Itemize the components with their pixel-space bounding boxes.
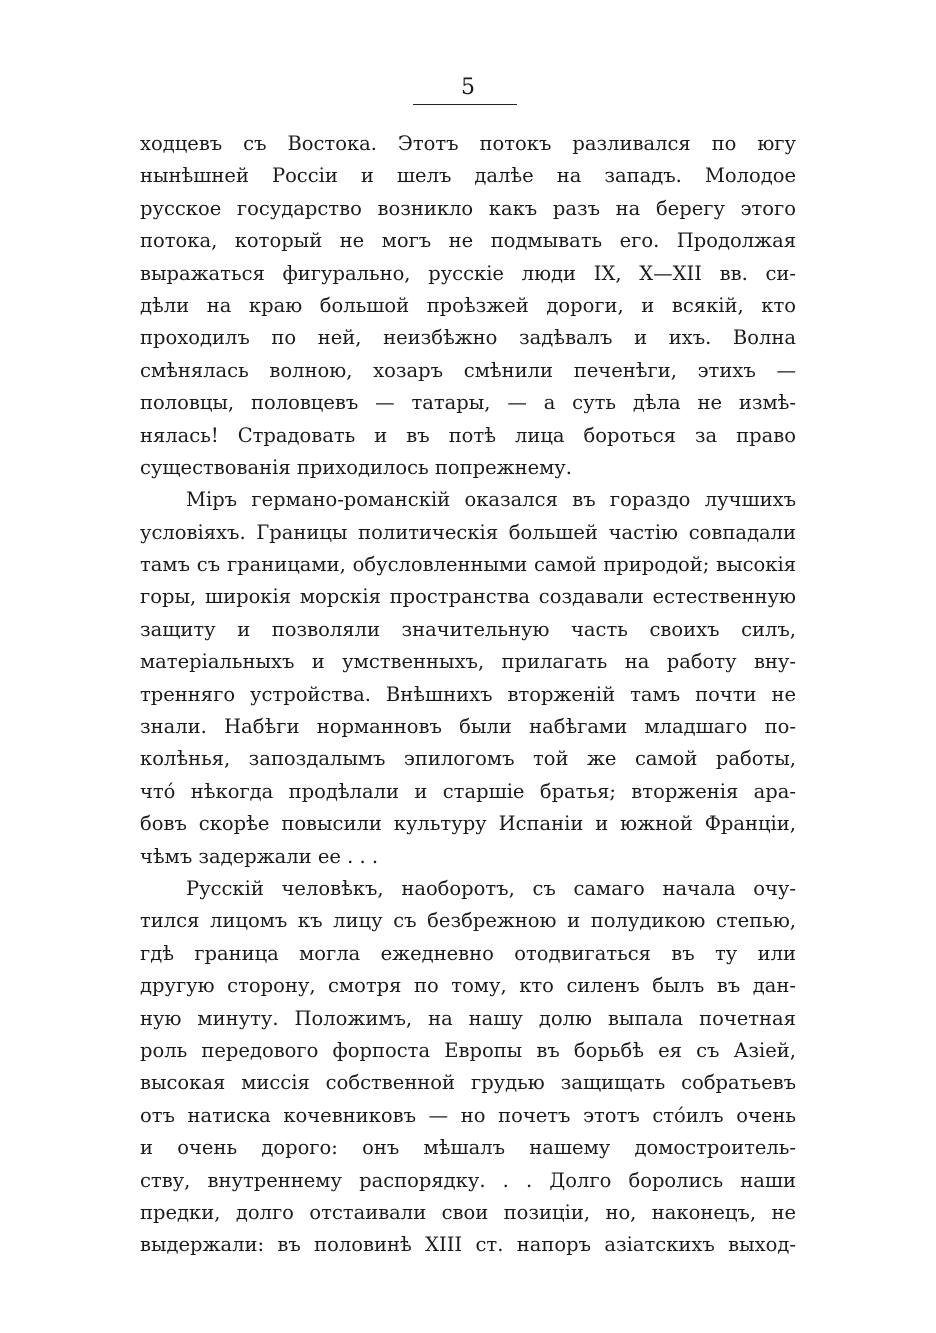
text-line: Русскій человѣкъ, наоборотъ, съ самаго начала очу-: [186, 876, 796, 900]
text-line: бовъ скорѣе повысили культуру Испаніи и южной Франціи,: [140, 812, 796, 836]
text-line: ную минуту. Положимъ, на нашу долю выпала почетная: [140, 1006, 796, 1030]
text-line: знали. Набѣги норманновъ были набѣгами младшаго по-: [140, 715, 796, 739]
paragraph-2: [140, 484, 796, 873]
text-line: предки, долго отстаивали свои позиціи, но, наконецъ, не: [140, 1200, 796, 1224]
text-line: матеріальныхъ и умственныхъ, прилагать на работу вну-: [140, 650, 796, 674]
text-line: тамъ съ границами, обусловленными самой природой; высокія: [140, 553, 796, 577]
text-line: нялась! Страдовать и въ потѣ лица бороться за право: [140, 423, 796, 447]
text-line: смѣнялась волною, хозаръ смѣнили печенѣги, этихъ —: [140, 358, 796, 382]
text-line: проходилъ по ней, неизбѣжно задѣвалъ и ихъ. Волна: [140, 326, 796, 350]
text-line: тренняго устройства. Внѣшнихъ вторженій тамъ почти не: [140, 682, 796, 706]
text-line: отъ натиска кочевниковъ — но почетъ этотъ сто́илъ очень: [140, 1103, 796, 1127]
text-line: существованія приходилось попрежнему.: [140, 455, 572, 479]
paragraph-3: [140, 873, 796, 1262]
text-line: что́ нѣкогда продѣлали и старшіе братья; вторженія ара-: [140, 779, 796, 803]
text-line: Міръ германо-романскій оказался въ гораздо лучшихъ: [186, 488, 796, 512]
text-line: высокая миссія собственной грудью защищать собратьевъ: [140, 1071, 796, 1095]
page-number-rule: [413, 104, 517, 105]
text-line: защиту и позволяли значительную часть своихъ силъ,: [140, 617, 796, 641]
text-line: и очень дорого: онъ мѣшалъ нашему домостроитель-: [140, 1136, 796, 1160]
text-line: другую сторону, смотря по тому, кто силенъ былъ въ дан-: [140, 974, 796, 998]
text-line: половцы, половцевъ — татары, — а суть дѣла не измѣ-: [140, 391, 796, 415]
text-line: ству, внутреннему распорядку. . . Долго боролись наши: [140, 1168, 796, 1192]
text-line: потока, который не могъ не подмывать его. Продолжая: [140, 229, 796, 253]
text-line: дѣли на краю большой проѣзжей дороги, и всякій, кто: [140, 293, 796, 317]
text-line: ходцевъ съ Востока. Этотъ потокъ разливался по югу: [140, 132, 796, 155]
text-line: выражаться фигурально, русскіе люди IX, X—XII вв. си-: [140, 261, 796, 285]
text-line: условіяхъ. Границы политическія большей частію совпадали: [140, 520, 796, 544]
text-line: горы, широкія морскія пространства создавали естественную: [140, 585, 796, 609]
text-line: выдержали: въ половинѣ XIII ст. напоръ азіатскихъ выход-: [140, 1233, 796, 1257]
page-number: 5: [461, 75, 475, 100]
text-line: нынѣшней Россіи и шелъ далѣе на западъ. Молодое: [140, 164, 796, 188]
text-line: роль передового форпоста Европы въ борьбѣ ея съ Азіей,: [140, 1038, 796, 1062]
text-line: колѣнья, запоздалымъ эпилогомъ той же самой работы,: [140, 747, 796, 771]
text-line: гдѣ граница могла ежедневно отодвигаться въ ту или: [140, 941, 796, 965]
text-line: русское государство возникло какъ разъ на берегу этого: [140, 196, 796, 220]
text-line: тился лицомъ къ лицу съ безбрежною и полудикою степью,: [140, 909, 796, 933]
body-text: [140, 128, 796, 1262]
text-line: чѣмъ задержали ее . . .: [140, 844, 379, 868]
paragraph-1: [140, 128, 796, 484]
